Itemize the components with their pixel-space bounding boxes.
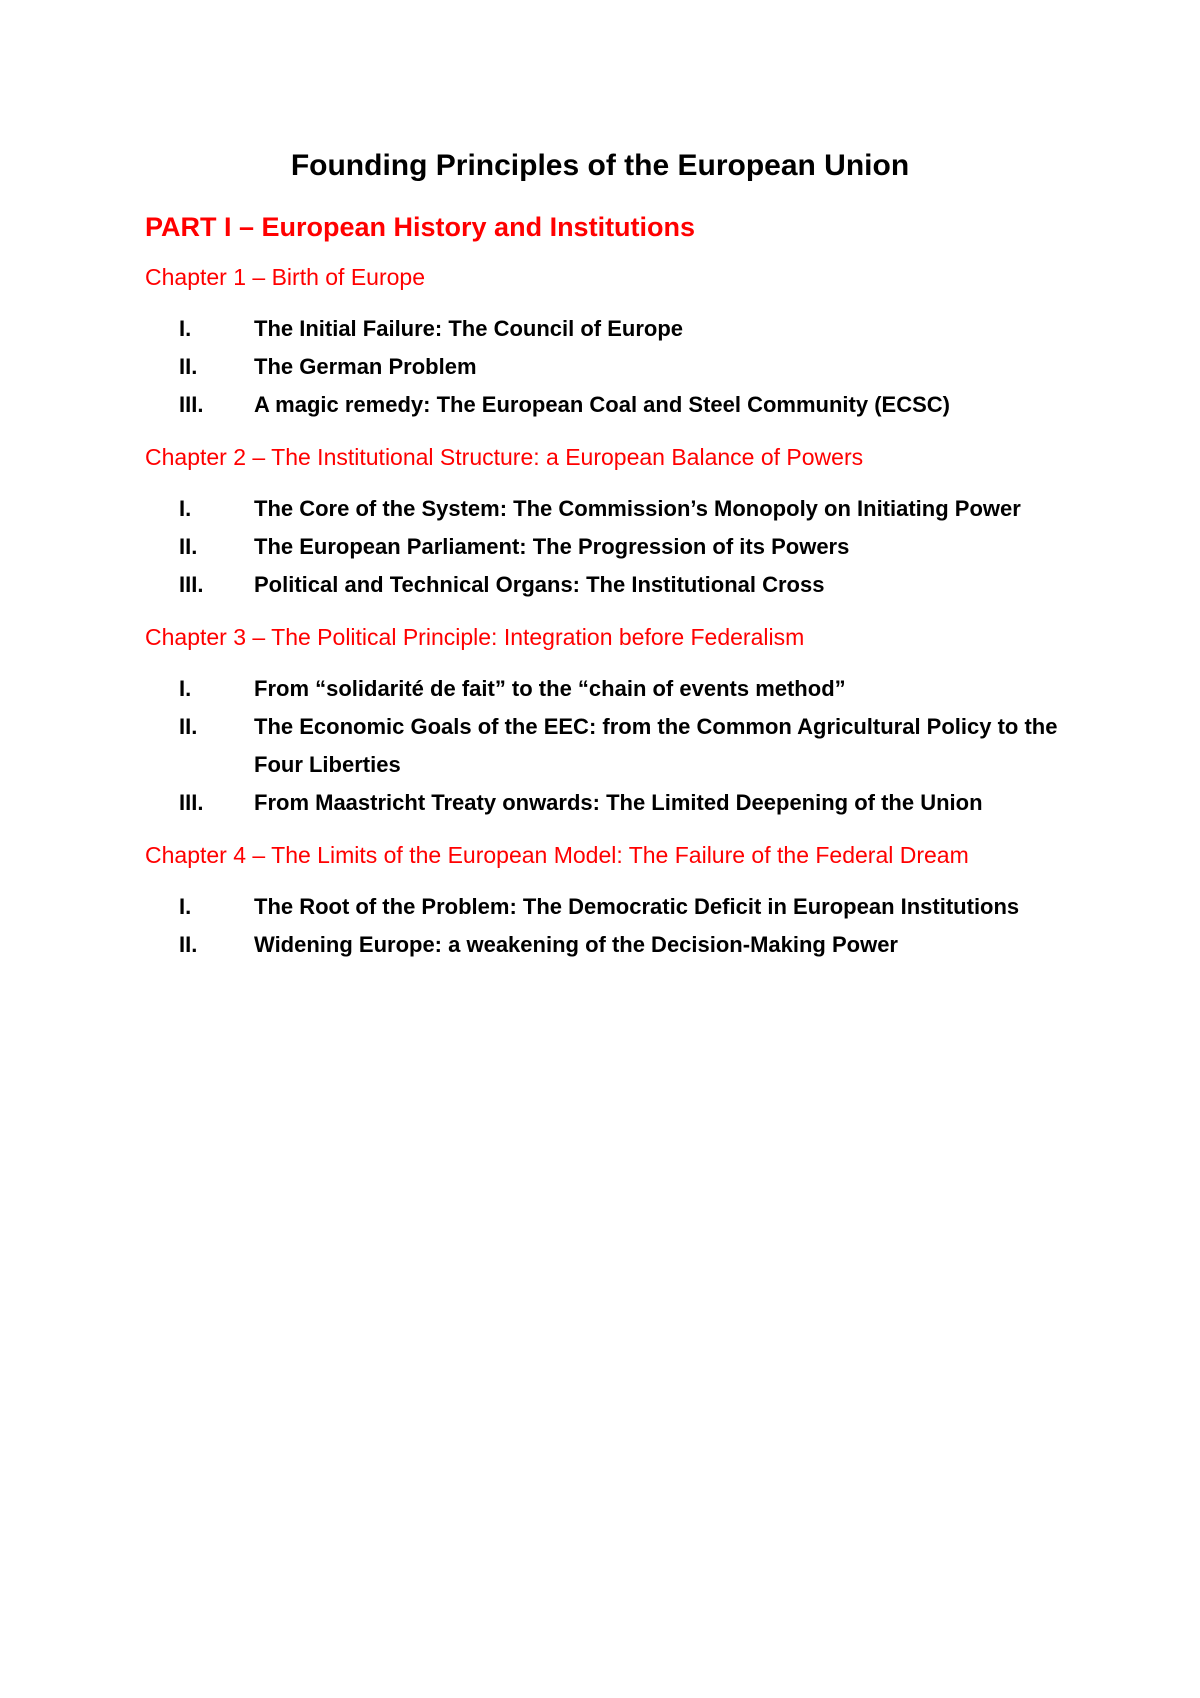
section-item xyxy=(145,490,1075,528)
section-number: I. xyxy=(179,676,192,701)
section-text: From “solidarité de fait” to the “chain of events method” xyxy=(254,676,846,701)
section-text: The Economic Goals of the EEC: from the Common Agricultural Policy to the Four Liberties xyxy=(254,714,1058,777)
section-number: II. xyxy=(179,534,198,559)
section-number: I. xyxy=(179,496,192,521)
chapter-title: Chapter 4 – The Limits of the European Model: The Failure of the Federal Dream xyxy=(145,842,969,868)
section-item xyxy=(145,528,1075,566)
section-list xyxy=(145,888,1075,964)
chapter-1 xyxy=(145,258,1075,424)
chapter-3 xyxy=(145,618,1075,822)
section-list xyxy=(145,310,1075,424)
chapter-title: Chapter 1 – Birth of Europe xyxy=(145,264,425,290)
section-item xyxy=(145,670,1075,708)
chapter-title: Chapter 2 – The Institutional Structure: a European Balance of Powers xyxy=(145,444,864,470)
section-text: The Root of the Problem: The Democratic Deficit in European Institutions xyxy=(254,894,1020,919)
section-number: I. xyxy=(179,894,192,919)
section-number: II. xyxy=(179,714,198,739)
section-number: II. xyxy=(179,354,198,379)
section-item xyxy=(145,784,1075,822)
section-number: III. xyxy=(179,572,204,597)
section-text: The Core of the System: The Commission’s Monopoly on Initiating Power xyxy=(254,496,1021,521)
section-text: From Maastricht Treaty onwards: The Limited Deepening of the Union xyxy=(254,790,983,815)
section-item xyxy=(145,386,1075,424)
section-text: The Initial Failure: The Council of Europe xyxy=(254,316,684,341)
section-number: II. xyxy=(179,932,198,957)
document-title: Founding Principles of the European Union xyxy=(290,149,910,182)
chapter-4 xyxy=(145,836,1075,964)
section-list xyxy=(145,490,1075,604)
section-list xyxy=(145,670,1075,822)
section-number: III. xyxy=(179,392,204,417)
section-item xyxy=(145,348,1075,386)
document-content xyxy=(145,210,1075,978)
section-number: III. xyxy=(179,790,204,815)
section-item xyxy=(145,708,1075,784)
section-item xyxy=(145,926,1075,964)
chapter-title: Chapter 3 – The Political Principle: Integration before Federalism xyxy=(145,624,805,650)
section-text: The German Problem xyxy=(254,354,477,379)
section-text: Widening Europe: a weakening of the Decision-Making Power xyxy=(254,932,898,957)
section-text: A magic remedy: The European Coal and Steel Community (ECSC) xyxy=(254,392,950,417)
section-item xyxy=(145,566,1075,604)
section-item xyxy=(145,310,1075,348)
section-number: I. xyxy=(179,316,192,341)
section-text: The European Parliament: The Progression of its Powers xyxy=(254,534,850,559)
section-item xyxy=(145,888,1075,926)
chapter-2 xyxy=(145,438,1075,604)
part-title: PART I – European History and Institutions xyxy=(145,212,696,242)
section-text: Political and Technical Organs: The Institutional Cross xyxy=(254,572,825,597)
